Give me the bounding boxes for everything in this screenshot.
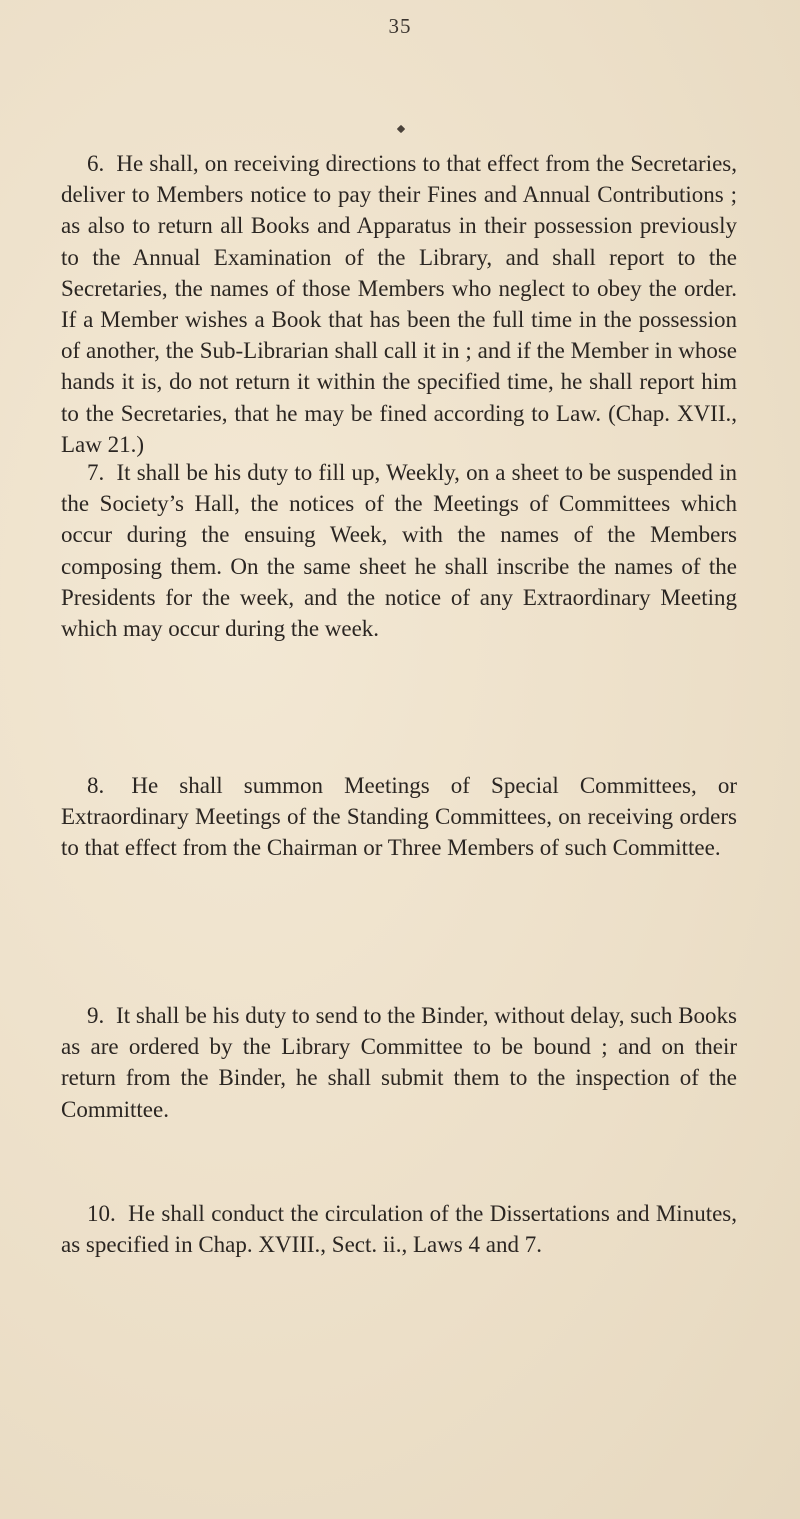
- paragraph-text: It shall be his duty to fill up, Weekly, on a sheet to be suspended in the Society’s Hall, the notices of the Meetings of Committees which occur during the ensuing Week, with the names of the Members composing them. On the same sheet he shall inscribe the names of the Presidents for the week, and the notice of any Extraordinary Meeting which may occur during the week.: [61, 460, 738, 642]
- paragraph-8: [61, 770, 737, 864]
- paragraph-number: 9.: [87, 1003, 105, 1028]
- paragraph-6: [61, 148, 737, 460]
- paragraph-number: 6.: [87, 151, 105, 176]
- paragraph-7: [61, 457, 737, 644]
- paragraph-number: 8.: [87, 773, 105, 798]
- paragraph-10: [61, 1198, 737, 1260]
- page-number: 35: [388, 14, 412, 38]
- paragraph-text: He shall conduct the circulation of the Dissertations and Minutes, as specified in Chap. XVIII., Sect. ii., Laws 4 and 7.: [61, 1201, 737, 1258]
- paragraph-text: He shall summon Meetings of Special Committees, or Extraordinary Meetings of the Standing Committees, on receiving orders to that effect from the Chairman or Three Members of such Committee.: [61, 773, 737, 861]
- paragraph-text: He shall, on receiving directions to that effect from the Secretaries, deliver to Members notice to pay their Fines and Annual Contributions ; as also to return all Books and Apparatus in their possession previously to the Annual Examination of the Library, and shall report to the Secretaries, the names of those Members who neglect to obey the order. If a Member wishes a Book that has been the full time in the possession of another, the Sub-Librarian shall call it in ; and if the Member in whose hands it is, do not return it within the specified time, he shall report him to the Secretaries, that he may be fined according to Law. (Chap. XVII., Law 21.): [61, 151, 738, 457]
- paragraph-number: 10.: [87, 1201, 116, 1226]
- printer-mark: [397, 125, 405, 133]
- paragraph-text: It shall be his duty to send to the Binder, without delay, such Books as are ordered by the Library Committee to be bound ; and on their return from the Binder, he shall submit them to the inspection of the Committee.: [61, 1003, 737, 1122]
- paragraph-9: [61, 1000, 737, 1125]
- paragraph-number: 7.: [87, 460, 105, 485]
